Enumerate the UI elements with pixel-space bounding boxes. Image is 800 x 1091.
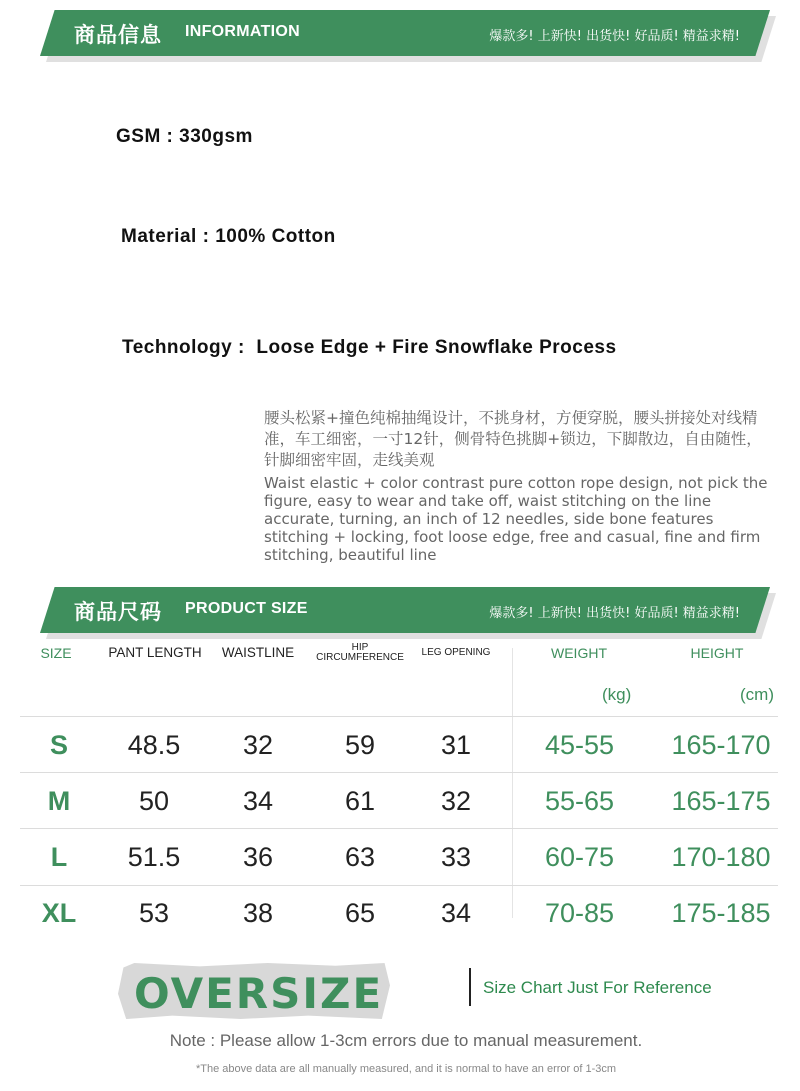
header-pant-length: PANT LENGTH xyxy=(108,645,202,660)
height-cell: 170-180 xyxy=(671,842,771,872)
weight-cell: 45-55 xyxy=(544,730,615,760)
pant-length-cell: 50 xyxy=(138,786,170,816)
size-cell: L xyxy=(50,842,68,872)
information-banner xyxy=(40,10,770,56)
header-height: HEIGHT xyxy=(690,645,744,661)
size-cell: M xyxy=(47,786,71,816)
description-chinese: 腰头松紧+撞色纯棉抽绳设计，不挑身材，方便穿脱，腰头拼接处对线精准，车工细密，一寸12针，侧骨特色挑脚+锁边，下脚散边，自由随性，针脚细密牢固，走线美观 xyxy=(264,409,762,469)
banner-en-title: INFORMATION xyxy=(185,23,300,40)
weight-cell: 60-75 xyxy=(544,842,615,872)
size-chart-reference: Size Chart Just For Reference xyxy=(483,978,712,997)
pant-length-cell: 48.5 xyxy=(127,730,181,760)
description-english: Waist elastic + color contrast pure cotton rope design, not pick the figure, easy to wear and take off, waist stitching on the line accurate, turning, an inch of 12 needles, side bone features stitching + locking, foot loose edge, free and casual, fine and firm stitching, beautiful line xyxy=(264,474,768,564)
gsm-spec: GSM : 330gsm xyxy=(116,126,253,147)
leg-opening-cell: 33 xyxy=(440,842,472,872)
weight-cell: 70-85 xyxy=(544,898,615,928)
product-size-banner xyxy=(40,587,770,633)
hip-cell: 59 xyxy=(344,730,376,760)
technology-spec: Technology : Loose Edge + Fire Snowflake Process xyxy=(122,337,617,358)
hip-cell: 65 xyxy=(344,898,376,928)
pant-length-cell: 53 xyxy=(138,898,170,928)
header-hip-line2: CIRCUMFERENCE xyxy=(316,652,404,663)
banner-cn-title: 商品信息 xyxy=(74,23,162,47)
height-cell: 165-170 xyxy=(671,730,771,760)
measurement-footnote: *The above data are all manually measured, and it is normal to have an error of 1-3cm xyxy=(195,1063,617,1075)
material-spec: Material : 100% Cotton xyxy=(121,226,336,247)
header-size: SIZE xyxy=(40,645,72,661)
oversize-label: OVERSIZE xyxy=(134,969,384,1018)
waistline-cell: 32 xyxy=(242,730,274,760)
banner-slogan: 爆款多! 上新快! 出货快! 好品质! 精益求精! xyxy=(489,606,740,621)
table-row xyxy=(0,829,800,885)
size-cell: S xyxy=(49,730,68,760)
banner-cn-title: 商品尺码 xyxy=(74,600,162,624)
table-row xyxy=(0,773,800,829)
leg-opening-cell: 34 xyxy=(440,898,472,928)
waistline-cell: 38 xyxy=(242,898,274,928)
oversize-badge xyxy=(118,963,390,1019)
header-weight: WEIGHT xyxy=(551,645,607,661)
hip-cell: 63 xyxy=(344,842,376,872)
unit-height: (cm) xyxy=(740,685,774,704)
height-cell: 165-175 xyxy=(671,786,771,816)
height-cell: 175-185 xyxy=(671,898,771,928)
header-leg-opening: LEG OPENING xyxy=(421,647,491,658)
banner-en-title: PRODUCT SIZE xyxy=(185,600,308,617)
table-row xyxy=(0,885,800,941)
unit-weight: (kg) xyxy=(602,685,632,704)
measurement-note: Note : Please allow 1-3cm errors due to manual measurement. xyxy=(169,1031,643,1050)
table-row xyxy=(0,717,800,773)
header-hip-line1: HIP xyxy=(351,642,369,653)
leg-opening-cell: 32 xyxy=(440,786,472,816)
hip-cell: 61 xyxy=(344,786,376,816)
waistline-cell: 36 xyxy=(242,842,274,872)
weight-cell: 55-65 xyxy=(544,786,615,816)
vertical-divider xyxy=(469,968,471,1006)
header-waistline: WAISTLINE xyxy=(221,645,295,660)
waistline-cell: 34 xyxy=(242,786,274,816)
pant-length-cell: 51.5 xyxy=(127,842,181,872)
size-cell: XL xyxy=(41,898,77,928)
leg-opening-cell: 31 xyxy=(440,730,472,760)
banner-slogan: 爆款多! 上新快! 出货快! 好品质! 精益求精! xyxy=(489,29,740,44)
